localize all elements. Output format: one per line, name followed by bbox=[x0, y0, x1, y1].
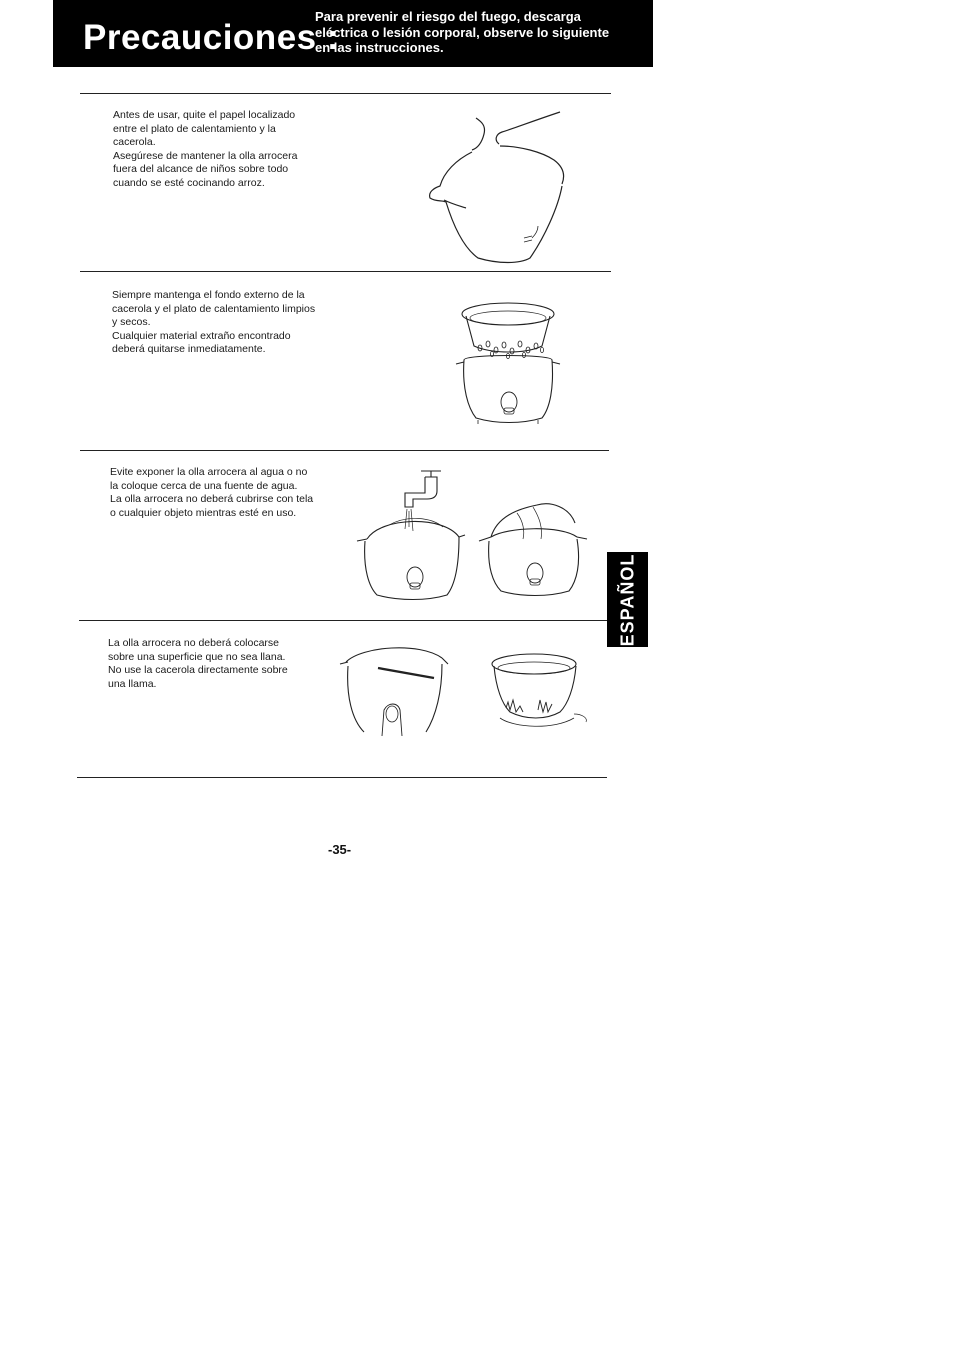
illustration-uneven-surface bbox=[338, 640, 450, 740]
illustration-water-tap bbox=[355, 465, 467, 603]
text-line: La olla arrocera no deberá colocarse bbox=[108, 637, 280, 649]
page-title: Precauciones : bbox=[83, 18, 339, 57]
header-banner bbox=[53, 0, 653, 67]
illustration-open-flame bbox=[490, 648, 594, 736]
header-subtitle-line: eléctrica o lesión corporal, observe lo siguiente bbox=[315, 24, 610, 40]
text-line: La olla arrocera no deberá cubrirse con tela bbox=[110, 493, 314, 506]
text-line: Evite exponer la olla arrocera al agua o no bbox=[110, 466, 308, 478]
header-subtitle-line: Para prevenir el riesgo del fuego, descarga bbox=[315, 9, 581, 24]
text-line: fuera del alcance de niños sobre todo bbox=[113, 163, 289, 176]
text-line: cuando se esté cocinando arroz. bbox=[113, 176, 265, 189]
section-4-text bbox=[108, 637, 288, 691]
text-line: Asegúrese de mantener la olla arrocera bbox=[113, 149, 298, 162]
language-tab-label: ESPAÑOL bbox=[617, 553, 637, 646]
text-line: una llama. bbox=[108, 677, 157, 690]
text-line: Antes de usar, quite el papel localizado bbox=[113, 109, 296, 121]
section-divider bbox=[80, 271, 611, 272]
section-2-text bbox=[112, 289, 315, 357]
text-line: deberá quitarse inmediatamente. bbox=[112, 343, 266, 356]
illustration-clean-pot bbox=[452, 298, 564, 426]
text-line: o cualquier objeto mientras esté en uso. bbox=[110, 506, 297, 519]
text-line: y secos. bbox=[112, 316, 151, 329]
section-divider bbox=[77, 777, 607, 778]
section-1-text bbox=[113, 109, 297, 191]
text-line: la coloque cerca de una fuente de agua. bbox=[110, 479, 298, 492]
text-line: Siempre mantenga el fondo externo de la bbox=[112, 289, 305, 301]
section-divider bbox=[80, 450, 609, 451]
illustration-removing-paper bbox=[420, 108, 570, 268]
section-divider bbox=[79, 620, 607, 621]
page-number: -35- bbox=[328, 842, 352, 857]
section-3-text bbox=[110, 466, 313, 520]
section-divider bbox=[80, 93, 611, 94]
header-subtitle-line: en las instrucciones. bbox=[315, 40, 444, 55]
text-line: Cualquier material extraño encontrado bbox=[112, 329, 291, 342]
text-line: entre el plato de calentamiento y la bbox=[113, 122, 276, 135]
text-line: sobre una superficie que no sea llana. bbox=[108, 650, 286, 663]
illustration-covered-cooker bbox=[477, 497, 589, 597]
language-tab bbox=[607, 552, 648, 647]
header-subtitle bbox=[315, 9, 651, 56]
text-line: cacerola y el plato de calentamiento limpios bbox=[112, 302, 316, 315]
text-line: cacerola. bbox=[113, 136, 156, 149]
text-line: No use la cacerola directamente sobre bbox=[108, 664, 288, 677]
